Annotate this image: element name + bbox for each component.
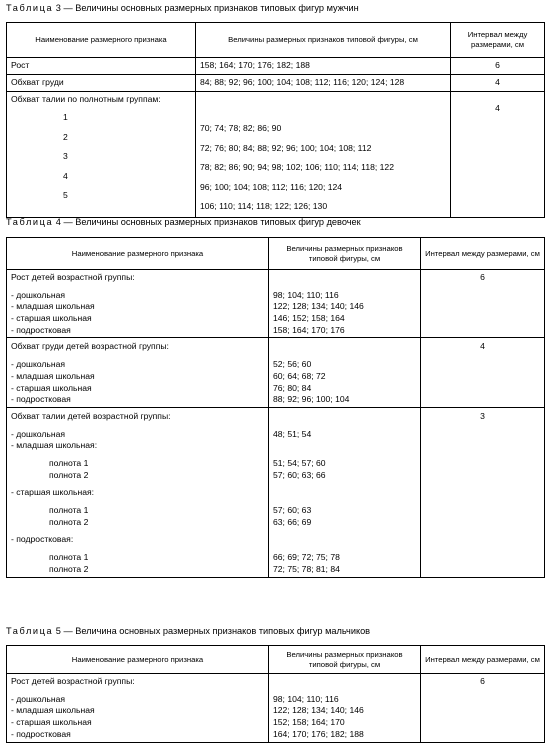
table3-caption <box>6 3 359 14</box>
list-item: полнота 2 <box>49 563 89 574</box>
table5-header-values: Величины размерных признаков типовой фигуры, см <box>269 646 421 674</box>
table3-header-name: Наименование размерного признака <box>7 23 196 58</box>
table3-waist-values <box>196 92 451 218</box>
table-cell: 4 <box>451 92 545 218</box>
list-item: 51; 54; 57; 60 <box>273 457 326 468</box>
list-item: - дошкольная <box>11 289 66 300</box>
table3-caption-text: 3 — Величины основных размерных признаков типовых фигур мужчин <box>53 3 359 13</box>
table3-waist-title: Обхват талии по полнотным группам: <box>11 94 161 104</box>
list-item: 76; 80; 84 <box>273 382 312 393</box>
table-cell: 4 <box>421 338 545 407</box>
table4-header-name: Наименование размерного признака <box>7 238 269 270</box>
table5-height-values <box>269 674 421 743</box>
table4-header-interval: Интервал между размерами, см <box>421 238 545 270</box>
list-item: - дошкольная <box>11 693 66 704</box>
list-item: - дошкольная <box>11 428 66 439</box>
list-item: 122; 128; 134; 140; 146 <box>273 301 364 312</box>
list-item: 158; 164; 170; 176 <box>273 324 345 335</box>
list-item: - подростковая <box>11 394 71 405</box>
table3-header-values: Величины размерных признаков типовой фигуры, см <box>196 23 451 58</box>
table5-caption-text: 5 — Величина основных размерных признаков типовых фигур мальчиков <box>53 626 371 636</box>
list-item: 122; 128; 134; 140; 146 <box>273 705 364 716</box>
table5-caption-word: Таблица <box>6 626 54 636</box>
table4 <box>6 237 545 578</box>
list-item: 48; 51; 54 <box>273 428 312 439</box>
table5-header-name: Наименование размерного признака <box>7 646 269 674</box>
table4-chest-values <box>269 338 421 407</box>
list-item: 78; 82; 86; 90; 94; 98; 102; 106; 110; 114; 118; 122 <box>200 162 394 172</box>
list-item: полнота 1 <box>49 552 89 563</box>
list-item: - старшая школьная <box>11 717 92 728</box>
table-cell: 84; 88; 92; 96; 100; 104; 108; 112; 116; 120; 124; 128 <box>196 75 451 92</box>
list-item: - старшая школьная: <box>11 487 95 498</box>
table4-caption-word: Таблица <box>6 217 54 227</box>
table-cell: Обхват груди <box>7 75 196 92</box>
list-item: 98; 104; 110; 116 <box>273 289 339 300</box>
group-title: Обхват талии детей возрастной группы: <box>11 410 171 421</box>
table5-caption <box>6 626 370 637</box>
list-item: 63; 66; 69 <box>273 516 312 527</box>
list-item: 57; 60; 63; 66 <box>273 469 326 480</box>
table4-height-names <box>7 270 269 338</box>
group-title: Обхват груди детей возрастной группы: <box>11 341 169 352</box>
list-item: 52; 56; 60 <box>273 359 312 370</box>
list-item: 3 <box>63 151 68 161</box>
list-item: 5 <box>63 190 68 200</box>
list-item: 72; 75; 78; 81; 84 <box>273 563 340 574</box>
list-item: - подростковая <box>11 728 71 739</box>
table3-waist-names <box>7 92 196 218</box>
list-item: 60; 64; 68; 72 <box>273 370 326 381</box>
table-cell: 4 <box>451 75 545 92</box>
table4-caption <box>6 217 361 228</box>
list-item: - младшая школьная <box>11 301 95 312</box>
list-item: - подростковая: <box>11 534 74 545</box>
list-item: 152; 158; 164; 170 <box>273 717 345 728</box>
list-item: полнота 2 <box>49 469 89 480</box>
table3-caption-word: Таблица <box>6 3 54 13</box>
list-item: полнота 1 <box>49 457 89 468</box>
list-item: 98; 104; 110; 116 <box>273 693 339 704</box>
list-item: 164; 170; 176; 182; 188 <box>273 728 364 739</box>
table-cell: 6 <box>421 674 545 743</box>
table5-height-names <box>7 674 269 743</box>
list-item: - младшая школьная <box>11 705 95 716</box>
table5-header-interval: Интервал между размерами, см <box>421 646 545 674</box>
list-item: 146; 152; 158; 164 <box>273 313 345 324</box>
table-cell: 158; 164; 170; 176; 182; 188 <box>196 58 451 75</box>
list-item: 1 <box>63 112 68 122</box>
table-cell: 6 <box>421 270 545 338</box>
list-item: 96; 100; 104; 108; 112; 116; 120; 124 <box>200 181 343 192</box>
table4-chest-names <box>7 338 269 407</box>
group-title: Рост детей возрастной группы: <box>11 676 135 686</box>
list-item: полнота 1 <box>49 505 89 515</box>
table3-header-interval: Интервал между размерами, см <box>451 23 545 58</box>
list-item: 4 <box>63 170 68 181</box>
list-item: - старшая школьная <box>11 313 92 324</box>
list-item: - младшая школьная <box>11 370 95 381</box>
table-cell: Рост <box>7 58 196 75</box>
table-cell: 3 <box>421 407 545 578</box>
list-item: полнота 2 <box>49 516 89 527</box>
group-title: Рост детей возрастной группы: <box>11 272 135 282</box>
list-item: 66; 69; 72; 75; 78 <box>273 552 340 563</box>
table4-waist-names <box>7 407 269 578</box>
table-cell: 6 <box>451 58 545 75</box>
table4-header-values: Величины размерных признаков типовой фигуры, см <box>269 238 421 270</box>
list-item: 88; 92; 96; 100; 104 <box>273 394 350 405</box>
list-item: - дошкольная <box>11 359 66 370</box>
list-item: 70; 74; 78; 82; 86; 90 <box>200 123 282 133</box>
table5 <box>6 645 545 743</box>
list-item: 72; 76; 80; 84; 88; 92; 96; 100; 104; 108; 112 <box>200 142 372 153</box>
list-item: - старшая школьная <box>11 382 92 393</box>
list-item: 57; 60; 63 <box>273 505 312 515</box>
list-item: 106; 110; 114; 118; 122; 126; 130 <box>200 201 328 211</box>
table4-waist-values <box>269 407 421 578</box>
list-item: - младшая школьная: <box>11 440 98 451</box>
list-item: - подростковая <box>11 324 71 335</box>
list-item: 2 <box>63 131 68 142</box>
table4-caption-text: 4 — Величины основных размерных признаков типовых фигур девочек <box>53 217 361 227</box>
table4-height-values <box>269 270 421 338</box>
table3 <box>6 22 545 218</box>
